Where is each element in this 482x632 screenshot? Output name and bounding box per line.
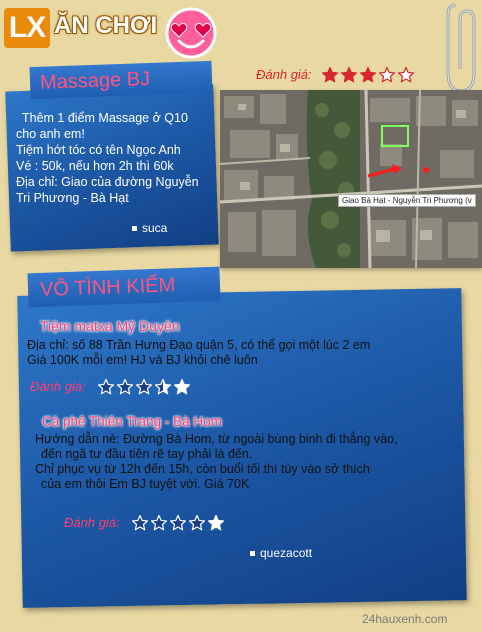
star-rating (97, 376, 192, 395)
vo-tinh-kiem-title: VÔ TÌNH KIẾM (27, 267, 220, 308)
massage-line: Vé : 50k, nếu hơn 2h thì 60k (16, 159, 174, 173)
star-full-icon (116, 378, 134, 396)
place1-line: Giá 100K mỗi em! HJ và BJ khỏi chê luôn (27, 353, 258, 367)
place2-description (35, 432, 460, 492)
place2-line: Hướng dẫn nè: Đường Bà Hom, từ ngoài bùng binh đi thẳng vào, (35, 432, 398, 446)
place1-line: Địa chỉ: số 88 Trần Hưng Đạo quận 5, có thể gọi một lúc 2 em (27, 338, 371, 352)
place1-description (27, 338, 457, 368)
place2-line: đến ngã tư đầu tiên rẽ tay phải là đến. (41, 447, 253, 461)
star-full-icon (188, 514, 206, 532)
paperclip-icon (446, 0, 476, 95)
star-full-icon (131, 514, 149, 532)
place1-rating (30, 376, 192, 396)
star-full-icon (340, 66, 358, 84)
star-empty-icon (378, 66, 396, 84)
bullet-icon (132, 226, 137, 231)
author-name: suca (142, 221, 168, 235)
star-rating (131, 512, 226, 531)
rating-label: Đánh giá: (64, 515, 120, 530)
star-empty-icon (397, 66, 415, 84)
star-empty-icon (207, 514, 225, 532)
section2-author (250, 546, 312, 560)
massage-description (16, 110, 226, 206)
star-full-icon (359, 66, 377, 84)
rating-label: Đánh giá: (30, 379, 86, 394)
massage-title: Massage BJ (29, 61, 212, 99)
author-name: quezacott (260, 546, 313, 560)
heart-eyes-emoji-icon (164, 6, 218, 60)
star-full-icon (150, 514, 168, 532)
map-image (220, 90, 482, 268)
massage-author (132, 221, 167, 235)
site-logo: LX (4, 8, 50, 48)
map-road-label: Giao Bà Hạt - Nguyễn Tri Phương (v (338, 194, 476, 207)
star-full-icon (169, 514, 187, 532)
massage-line: cho anh em! (16, 127, 85, 141)
star-full-icon (97, 378, 115, 396)
star-empty-icon (173, 378, 191, 396)
massage-line: Tiệm hớt tóc có tên Ngọc Anh (16, 143, 181, 157)
place2-line: của em thôi Em BJ tuyệt vời. Giá 70K (41, 477, 250, 491)
star-rating (321, 64, 416, 83)
location-map[interactable] (220, 90, 482, 268)
rating-label: Đánh giá: (256, 67, 312, 82)
place2-rating (64, 512, 226, 532)
bullet-icon (250, 551, 255, 556)
massage-rating (256, 64, 416, 84)
place2-title: Cà phê Thiên Trang - Bà Hom (42, 414, 222, 429)
massage-line: Thêm 1 điểm Massage ở Q10 (22, 111, 188, 125)
star-full-icon (321, 66, 339, 84)
place1-title: Tiệm matxa Mỹ Duyên (40, 318, 180, 334)
footer-watermark: 24hauxenh.com (362, 612, 448, 626)
massage-line: Địa chỉ: Giao của đường Nguyễn (16, 175, 199, 189)
star-full-icon (135, 378, 153, 396)
section-title: ĂN CHƠI (54, 12, 158, 39)
star-half-icon (154, 378, 172, 396)
massage-line: Tri Phương - Bà Hạt (16, 191, 129, 205)
place2-line: Chỉ phục vụ từ 12h đến 15h, còn buổi tối thì tùy vào sở thích (35, 462, 370, 476)
